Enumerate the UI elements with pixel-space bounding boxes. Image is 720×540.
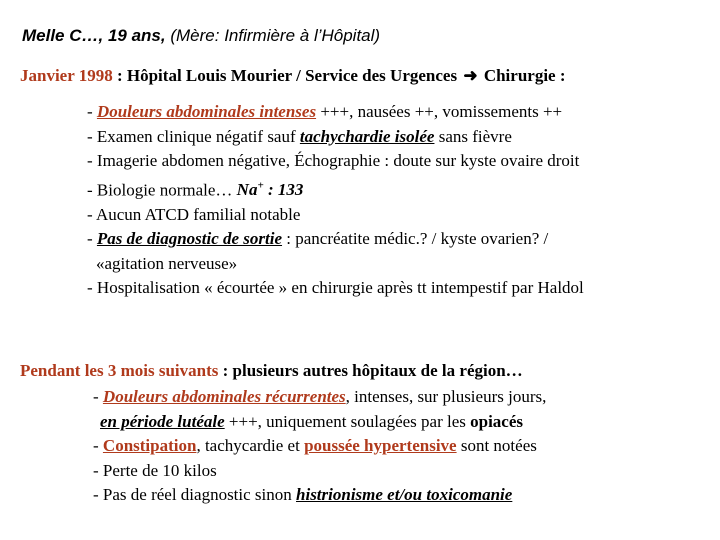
list-item: - Perte de 10 kilos: [93, 460, 217, 480]
patient-note: (Mère: Infirmière à l’Hôpital): [170, 26, 381, 45]
section1-location: : Hôpital Louis Mourier / Service des Urgences: [116, 66, 458, 85]
section1-date: Janvier 1998: [20, 66, 113, 85]
section1-heading: [20, 66, 566, 86]
histrionism: histrionisme et/ou toxicomanie: [296, 485, 513, 504]
list-item: - Pas de réel diagnostic sinon histrionisme et/ou toxicomanie: [93, 485, 513, 504]
list-item: - Biologie normale… Na+ : 133: [87, 179, 304, 200]
constipation: Constipation: [102, 436, 197, 455]
section2-heading: Pendant les 3 mois suivants : plusieurs autres hôpitaux de la région…: [20, 361, 523, 380]
arrow-right-icon: ➜: [463, 66, 478, 85]
list-item: - Constipation, tachycardie et poussée hypertensive sont notées: [93, 436, 537, 455]
patient-name: Melle C…, 19 ans,: [22, 26, 166, 45]
no-diagnosis: Pas de diagnostic de sortie: [96, 229, 283, 249]
list-item: - Pas de diagnostic de sortie : pancréatite médic.? / kyste ovarien? /: [87, 229, 549, 249]
list-item: - Douleurs abdominales intenses +++, nausées ++, vomissements ++: [87, 102, 563, 121]
list-item: - Imagerie abdomen négative, Échographie : doute sur kyste ovaire droit: [87, 151, 580, 170]
list-item: - Hospitalisation « écourtée » en chirurgie après tt intempestif par Haldol: [87, 278, 584, 298]
section2-period: Pendant les 3 mois suivants: [20, 361, 219, 380]
list-item: - Aucun ATCD familial notable: [87, 204, 301, 224]
list-item: - Examen clinique négatif sauf tachychardie isolée sans fièvre: [87, 126, 512, 146]
luteal-phase: en période lutéale: [100, 411, 225, 431]
slide-title: [22, 26, 380, 46]
hypertensive-surge: poussée hypertensive: [304, 436, 457, 455]
sodium-value: Na+ : 133: [236, 179, 304, 200]
section1-list: [87, 100, 584, 301]
opiates: opiacés: [470, 411, 524, 431]
section1-target: Chirurgie :: [483, 66, 566, 85]
list-item: - Douleurs abdominales récurrentes, intenses, sur plusieurs jours,: [93, 387, 547, 406]
list-item-continuation: «agitation nerveuse»: [96, 253, 238, 273]
symptom-recurrent-pain: Douleurs abdominales récurrentes: [102, 387, 346, 406]
tachycardia: tachychardie isolée: [299, 126, 435, 146]
symptom-pain: Douleurs abdominales intenses: [96, 102, 317, 121]
list-item-continuation: en période lutéale +++, uniquement soulagées par les opiacés: [100, 411, 524, 431]
section2-list: [93, 385, 546, 508]
